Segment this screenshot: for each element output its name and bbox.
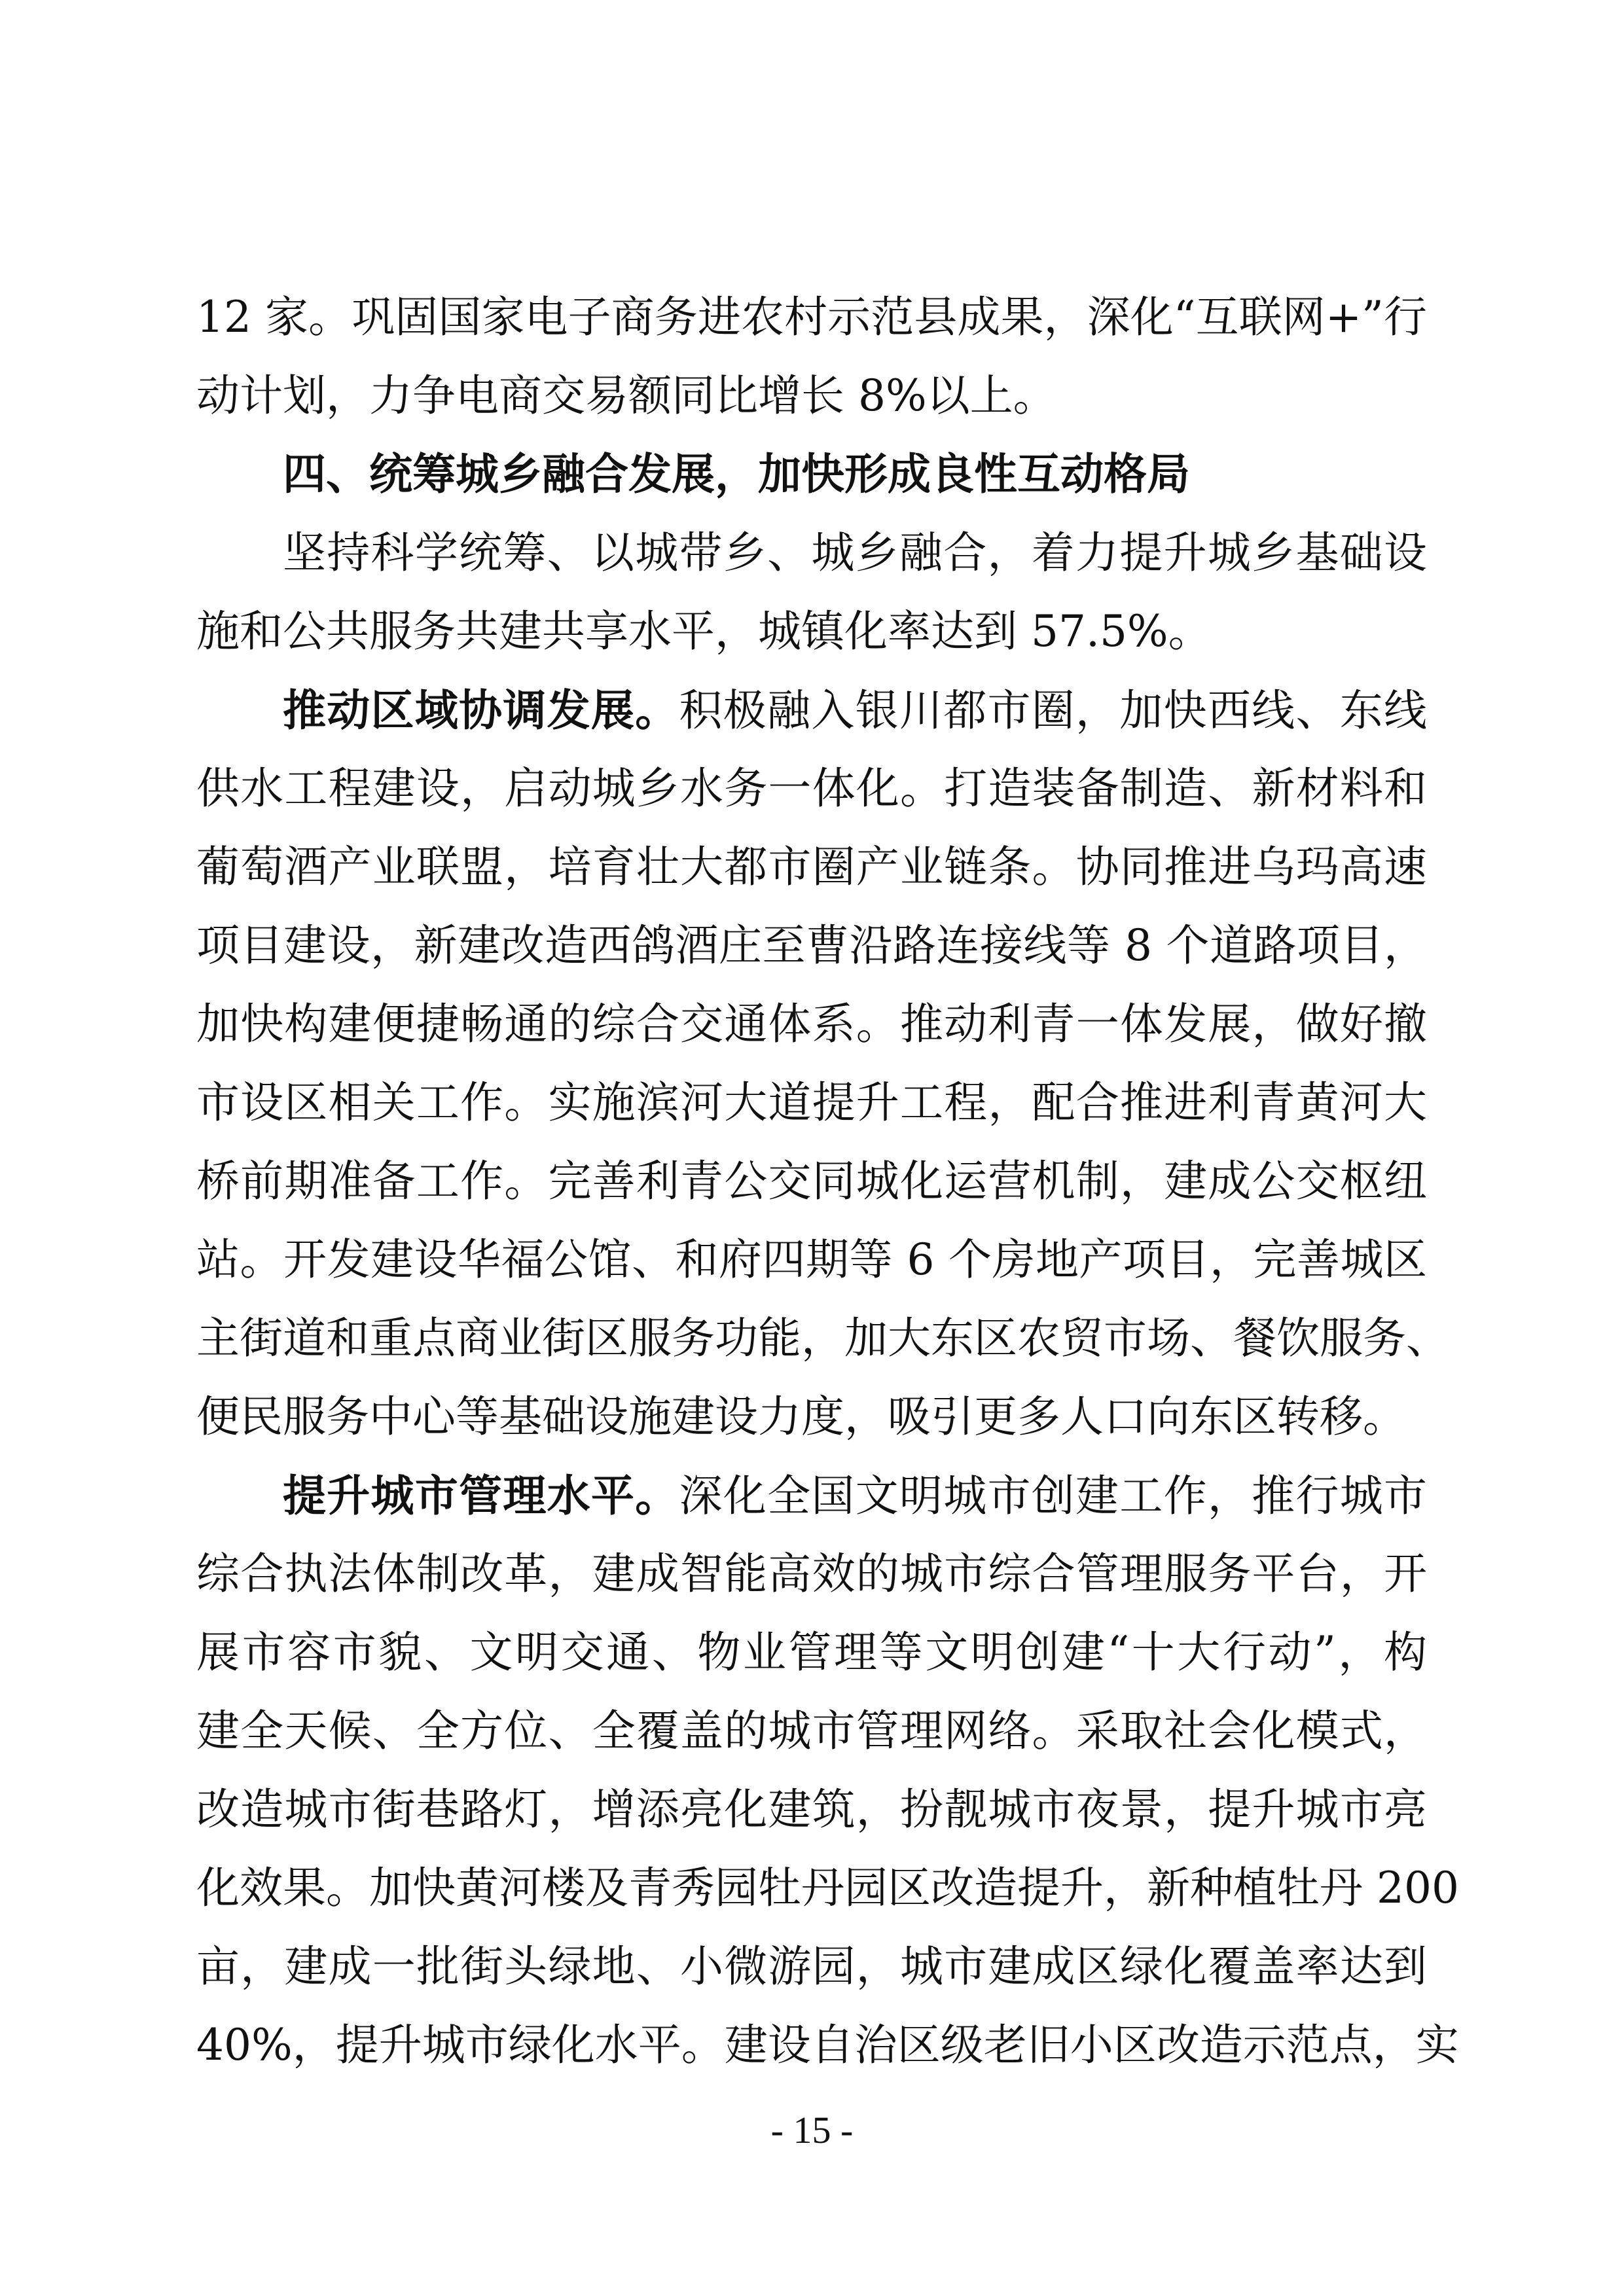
text-line: 12 家。巩固国家电子商务进农村示范县成果，深化“互联网+”行 — [196, 292, 1427, 342]
text-line: 施和公共服务共建共享水平，城镇化率达到 57.5%。 — [196, 606, 1212, 656]
paragraph-lead: 提升城市管理水平。 — [283, 1470, 679, 1521]
text-line: 桥前期准备工作。完善利青公交同城化运营机制，建成公交枢纽 — [196, 1156, 1427, 1206]
text-line: 站。开发建设华福公馆、和府四期等 6 个房地产项目，完善城区 — [196, 1234, 1427, 1285]
text-line: 坚持科学统筹、以城带乡、城乡融合，着力提升城乡基础设 — [283, 528, 1427, 578]
text-line: 项目建设，新建改造西鸽酒庄至曹沿路连接线等 8 个道路项目， — [196, 920, 1427, 971]
page-number: - 15 - — [770, 2109, 854, 2151]
paragraph-first-line — [283, 1469, 1427, 1522]
text-line: 市设区相关工作。实施滨河大道提升工程，配合推进利青黄河大 — [196, 1077, 1427, 1128]
text-line: 建全天候、全方位、全覆盖的城市管理网络。采取社会化模式， — [196, 1706, 1427, 1756]
text-line: 加快构建便捷畅通的综合交通体系。推动利青一体发展，做好撤 — [196, 999, 1427, 1049]
text-line: 改造城市街巷路灯，增添亮化建筑，扮靓城市夜景，提升城市亮 — [196, 1784, 1427, 1835]
paragraph-first-line — [283, 684, 1427, 736]
text-line: 亩，建成一批街头绿地、小微游园，城市建成区绿化覆盖率达到 — [196, 1941, 1427, 1992]
paragraph-lead-rest: 深化全国文明城市创建工作，推行城市 — [679, 1471, 1428, 1521]
text-line: 葡萄酒产业联盟，培育壮大都市圈产业链条。协同推进乌玛高速 — [196, 842, 1427, 892]
text-line: 便民服务中心等基础设施建设力度，吸引更多人口向东区转移。 — [196, 1391, 1406, 1442]
text-line: 供水工程建设，启动城乡水务一体化。打造装备制造、新材料和 — [196, 763, 1427, 814]
section-heading: 四、统筹城乡融合发展，加快形成良性互动格局 — [283, 449, 1190, 499]
text-line: 展市容市貌、文明交通、物业管理等文明创建“十大行动”，构 — [196, 1627, 1427, 1677]
paragraph-lead-rest: 积极融入银川都市圈，加快西线、东线 — [679, 685, 1428, 736]
text-line: 主街道和重点商业街区服务功能，加大东区农贸市场、餐饮服务、 — [196, 1313, 1449, 1363]
text-line: 综合执法体制改革，建成智能高效的城市综合管理服务平台，开 — [196, 1549, 1427, 1599]
text-line: 40%，提升城市绿化水平。建设自治区级老旧小区改造示范点，实 — [196, 2020, 1459, 2070]
text-line: 化效果。加快黄河楼及青秀园牡丹园区改造提升，新种植牡丹 200 — [196, 1863, 1459, 1913]
text-line: 动计划，力争电商交易额同比增长 8%以上。 — [196, 370, 1056, 421]
paragraph-lead: 推动区域协调发展。 — [283, 685, 679, 736]
